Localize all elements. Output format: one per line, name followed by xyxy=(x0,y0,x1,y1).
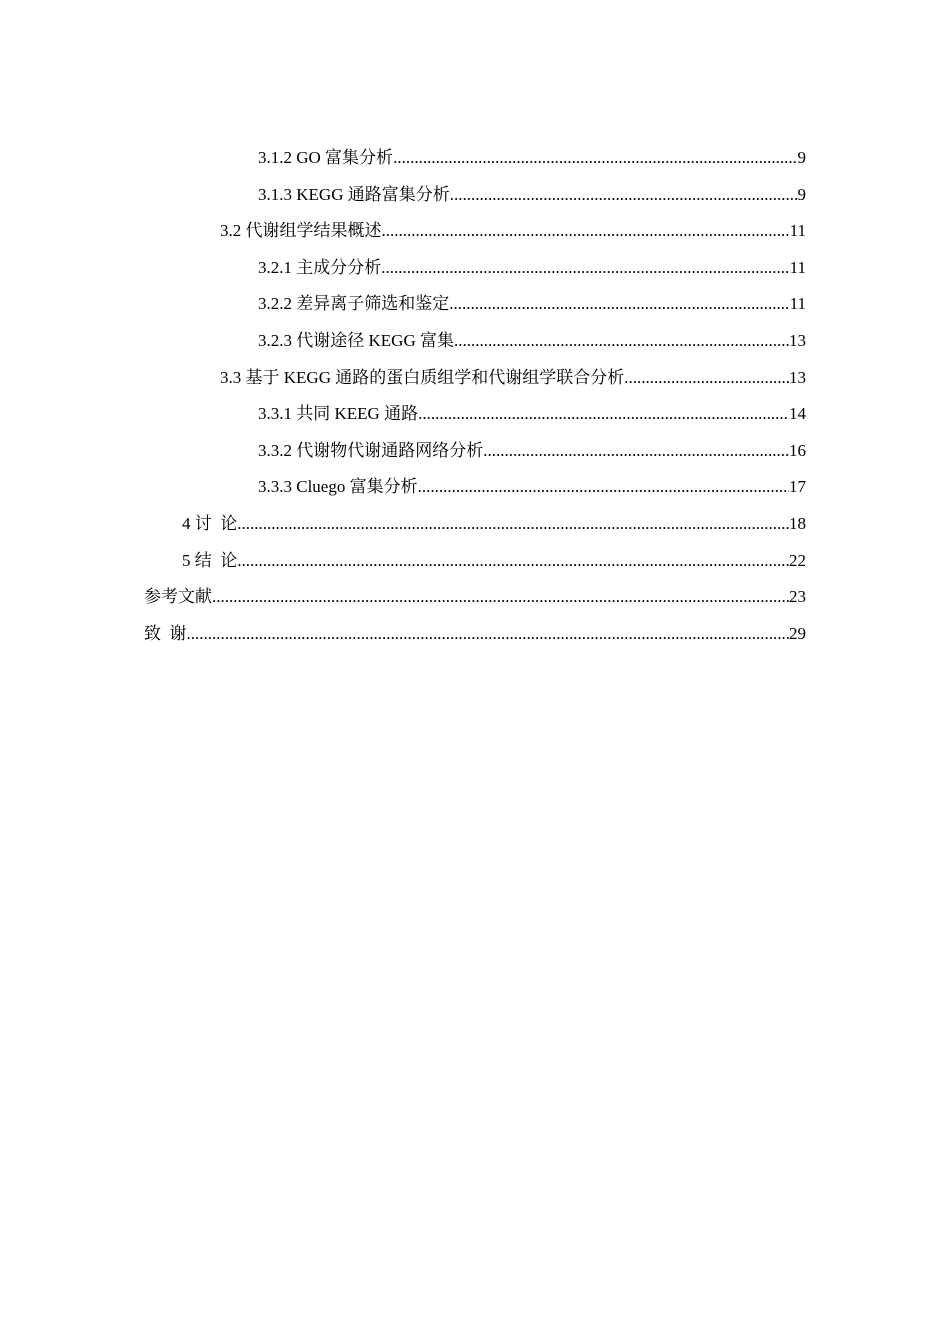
toc-entry-page: 29 xyxy=(789,623,806,643)
toc-entry-title: 3.2.2 差异离子筛选和鉴定 xyxy=(258,294,450,314)
toc-dot-leader xyxy=(450,177,798,214)
toc-dot-leader xyxy=(212,579,789,616)
toc-entry-page: 17 xyxy=(789,477,806,497)
toc-entry-conclusion[interactable] xyxy=(0,543,950,580)
toc-entry-page: 11 xyxy=(789,257,806,277)
toc-dot-leader xyxy=(237,543,789,580)
toc-entry-title: 致 谢 xyxy=(144,623,187,643)
toc-entry-page: 9 xyxy=(797,184,806,204)
toc-entry-3-2-2[interactable] xyxy=(0,286,950,323)
toc-entry-title: 3.1.2 GO 富集分析 xyxy=(258,148,394,167)
toc-entry-3-1-3[interactable] xyxy=(0,177,950,214)
toc-dot-leader xyxy=(449,286,789,323)
toc-entry-page: 11 xyxy=(789,221,806,241)
toc-entry-acknowledgements[interactable] xyxy=(0,616,950,653)
toc-entry-title: 4 讨 论 xyxy=(182,513,238,533)
toc-entry-page: 16 xyxy=(789,440,806,460)
toc-dot-leader xyxy=(418,396,789,433)
toc-dot-leader xyxy=(393,140,797,177)
toc-entry-references[interactable] xyxy=(0,579,950,616)
toc-entry-3-3-3[interactable] xyxy=(0,469,950,506)
table-of-contents xyxy=(0,140,950,652)
toc-dot-leader xyxy=(624,360,789,397)
toc-entry-title: 3.2.3 代谢途径 KEGG 富集 xyxy=(258,330,454,350)
toc-entry-3-3-2[interactable] xyxy=(0,433,950,470)
toc-entry-title: 参考文献 xyxy=(144,587,212,607)
toc-entry-page: 13 xyxy=(789,367,806,387)
toc-entry-page: 22 xyxy=(789,550,806,570)
toc-entry-3-1-2[interactable] xyxy=(0,140,950,177)
toc-entry-3-3[interactable] xyxy=(0,360,950,397)
toc-entry-page: 23 xyxy=(789,587,806,607)
toc-dot-leader xyxy=(418,469,789,506)
toc-entry-title: 3.3.3 Cluego 富集分析 xyxy=(258,477,418,497)
toc-entry-3-2-3[interactable] xyxy=(0,323,950,360)
toc-entry-page: 14 xyxy=(789,404,806,424)
toc-dot-leader xyxy=(237,506,789,543)
toc-dot-leader xyxy=(454,323,789,360)
toc-entry-title: 3.3 基于 KEGG 通路的蛋白质组学和代谢组学联合分析 xyxy=(220,367,625,387)
toc-entry-title: 5 结 论 xyxy=(182,550,238,570)
toc-entry-title: 3.2 代谢组学结果概述 xyxy=(220,221,382,241)
toc-dot-leader xyxy=(382,213,790,250)
toc-entry-page: 18 xyxy=(789,513,806,533)
toc-entry-page: 11 xyxy=(789,294,806,314)
toc-entry-page: 9 xyxy=(797,148,806,167)
toc-entry-3-3-1[interactable] xyxy=(0,396,950,433)
toc-entry-3-2-1[interactable] xyxy=(0,250,950,287)
toc-entry-title: 3.3.2 代谢物代谢通路网络分析 xyxy=(258,440,484,460)
toc-entry-page: 13 xyxy=(789,330,806,350)
toc-entry-title: 3.2.1 主成分分析 xyxy=(258,257,382,277)
toc-dot-leader xyxy=(187,616,790,653)
toc-dot-leader xyxy=(483,433,789,470)
toc-entry-title: 3.1.3 KEGG 通路富集分析 xyxy=(258,184,450,204)
toc-entry-discussion[interactable] xyxy=(0,506,950,543)
toc-entry-3-2[interactable] xyxy=(0,213,950,250)
toc-dot-leader xyxy=(381,250,789,287)
toc-entry-title: 3.3.1 共同 KEEG 通路 xyxy=(258,404,419,424)
